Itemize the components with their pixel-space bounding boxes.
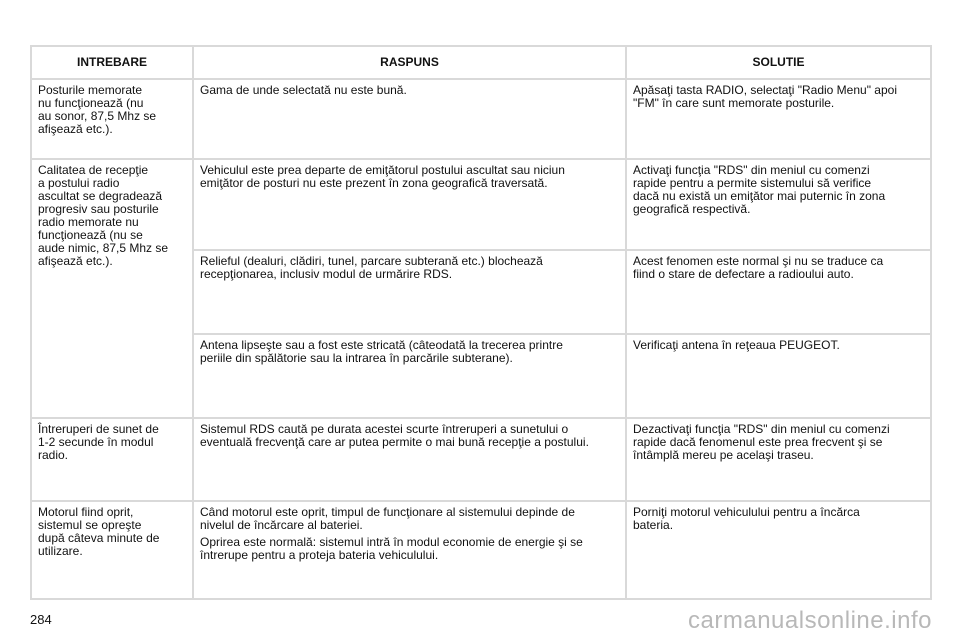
solutie-text: Acest fenomen este normal şi nu se traduce ca fiind o stare de defectare a radioului auto. bbox=[633, 254, 884, 281]
intrebare-cell bbox=[31, 501, 193, 599]
header-raspuns: RASPUNS bbox=[193, 46, 626, 79]
solutie-text: Porniţi motorul vehiculului pentru a încărca bateria. bbox=[633, 505, 860, 532]
raspuns-text: Vehiculul este prea departe de emiţătorul postului ascultat sau niciun emiţător de posturi nu este prezent în zona geografică traversată. bbox=[200, 163, 565, 190]
raspuns-cell bbox=[193, 418, 626, 501]
raspuns-cell bbox=[193, 501, 626, 599]
solutie-text: Dezactivaţi funcţia "RDS" din meniul cu comenzi rapide dacă fenomenul este prea frecvent şi se întâmplă mereu pe acelaşi traseu. bbox=[633, 422, 890, 462]
header-solutie: SOLUTIE bbox=[626, 46, 931, 79]
solutie-cell bbox=[626, 334, 931, 418]
raspuns-text: Sistemul RDS caută pe durata acestei scurte întreruperi a sunetului o eventuală frecvenţă care ar putea permite o mai bună recepţie a postului. bbox=[200, 422, 589, 449]
solutie-text: Verificaţi antena în reţeaua PEUGEOT. bbox=[633, 338, 840, 352]
header-intrebare: INTREBARE bbox=[31, 46, 193, 79]
solutie-cell bbox=[626, 79, 931, 159]
intrebare-cell bbox=[31, 418, 193, 501]
intrebare-cell bbox=[31, 159, 193, 418]
solutie-cell bbox=[626, 501, 931, 599]
troubleshooting-table bbox=[30, 45, 932, 600]
table-row bbox=[31, 501, 931, 599]
table-row bbox=[31, 79, 931, 159]
raspuns-cell bbox=[193, 250, 626, 334]
raspuns-text: Antena lipseşte sau a fost este stricată (câteodată la trecerea printre periile din spălătorie sau la intrarea în parcările subterane). bbox=[200, 338, 563, 365]
table-header-row bbox=[31, 46, 931, 79]
raspuns-text: Relieful (dealuri, clădiri, tunel, parcare subterană etc.) blochează recepţionarea, inclusiv modul de urmărire RDS. bbox=[200, 254, 543, 281]
table-row bbox=[31, 418, 931, 501]
raspuns-cell bbox=[193, 159, 626, 250]
raspuns-paragraph-2: Oprirea este normală: sistemul intră în modul economie de energie şi se întrerupe pentru a proteja bateria vehiculului. bbox=[200, 535, 583, 562]
solutie-cell bbox=[626, 418, 931, 501]
intrebare-text: Calitatea de recepţie a postului radio ascultat se degradează progresiv sau posturile radio memorate nu funcţionează (nu se aude nimic, 87,5 Mhz se afişează etc.). bbox=[38, 163, 169, 268]
intrebare-text: Întreruperi de sunet de 1-2 secunde în modul radio. bbox=[38, 422, 159, 462]
solutie-cell bbox=[626, 250, 931, 334]
raspuns-cell bbox=[193, 334, 626, 418]
raspuns-text: Gama de unde selectată nu este bună. bbox=[200, 83, 407, 97]
watermark: carmanualsonline.info bbox=[688, 607, 932, 634]
raspuns-paragraph-1: Când motorul este oprit, timpul de funcţionare al sistemului depinde de nivelul de încărcare al bateriei. bbox=[200, 505, 575, 532]
solutie-cell bbox=[626, 159, 931, 250]
raspuns-cell bbox=[193, 79, 626, 159]
solutie-text: Apăsaţi tasta RADIO, selectaţi "Radio Menu" apoi "FM" în care sunt memorate posturile. bbox=[633, 83, 897, 110]
intrebare-cell bbox=[31, 79, 193, 159]
intrebare-text: Posturile memorate nu funcţionează (nu au sonor, 87,5 Mhz se afişează etc.). bbox=[38, 83, 157, 136]
page-number: 284 bbox=[30, 612, 52, 627]
solutie-text: Activaţi funcţia "RDS" din meniul cu comenzi rapide pentru a permite sistemului să verifice dacă nu există un emiţător mai puternic în zona geografică respectivă. bbox=[633, 163, 886, 216]
table-row bbox=[31, 159, 931, 250]
intrebare-text: Motorul fiind oprit, sistemul se opreşte după câteva minute de utilizare. bbox=[38, 505, 160, 558]
